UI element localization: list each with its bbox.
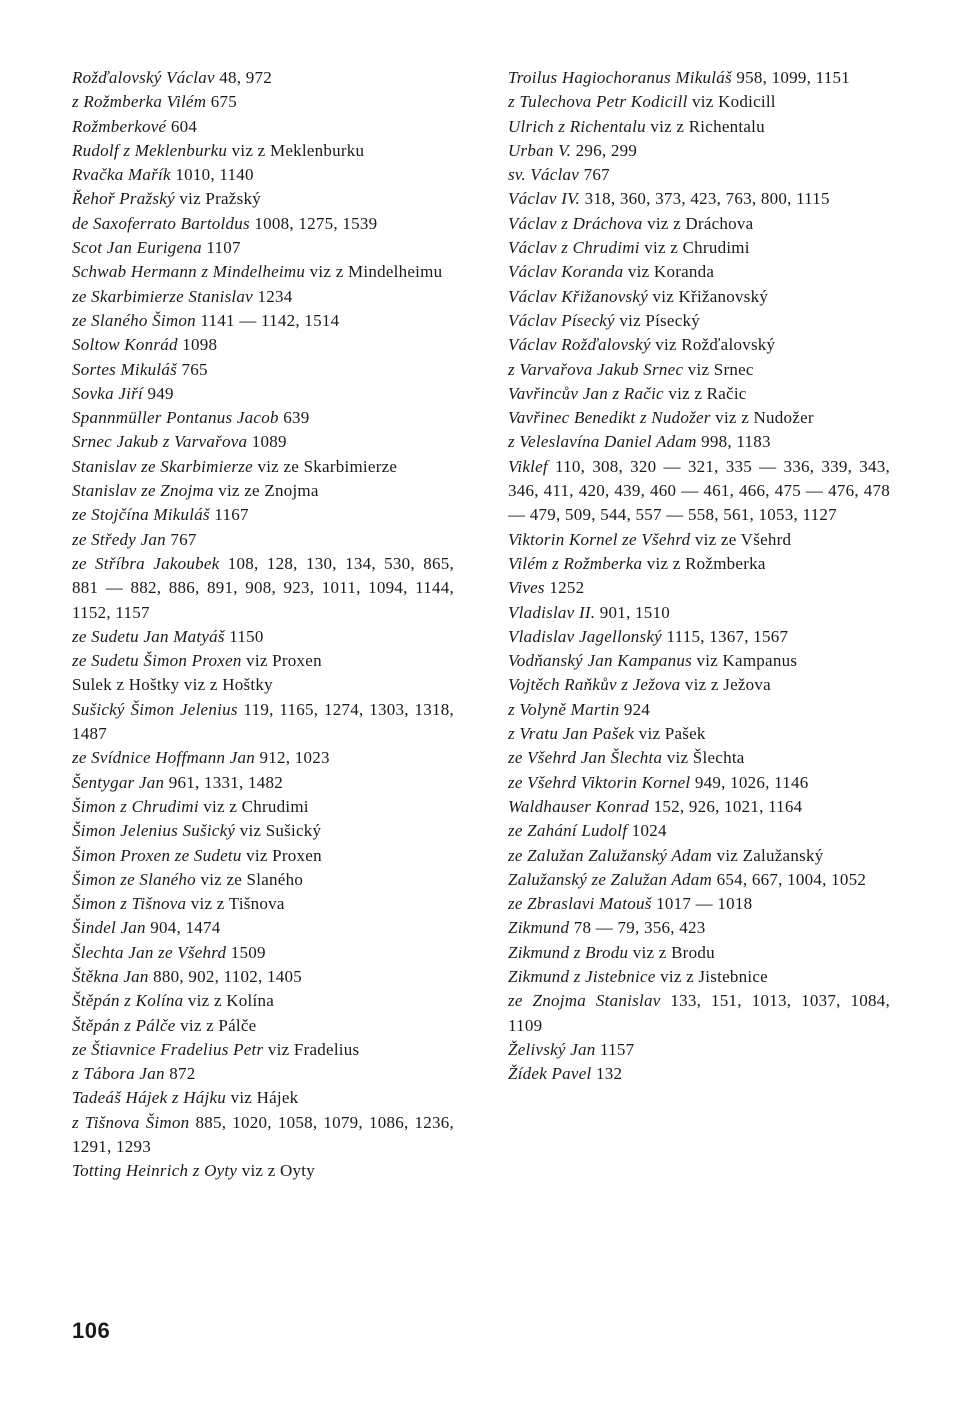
index-entry-name: Vojtěch Raňkův z Ježova bbox=[508, 675, 681, 695]
index-entry bbox=[508, 552, 890, 576]
index-entry-reference: viz Koranda bbox=[627, 262, 715, 282]
index-entry-name: ze Skarbimierze Stanislav bbox=[72, 286, 253, 306]
index-entry bbox=[72, 965, 454, 989]
index-entry bbox=[72, 479, 454, 503]
index-entry bbox=[72, 236, 454, 260]
index-entry-reference: 885, 1020, 1058, 1079, 1086, 1236, 1291, 1293 bbox=[72, 1112, 454, 1157]
index-entry-reference: 1150 bbox=[229, 626, 264, 646]
index-entry bbox=[72, 333, 454, 357]
index-entry-reference: 48, 972 bbox=[219, 68, 273, 87]
index-entry-name: Ulrich z Richentalu bbox=[508, 116, 646, 136]
index-entry bbox=[508, 989, 890, 1038]
index-column-left bbox=[72, 66, 454, 1184]
index-entry-reference: viz z Mindelheimu bbox=[309, 262, 443, 282]
index-entry-reference: 1107 bbox=[206, 238, 241, 258]
index-entry-name: Sortes Mikuláš bbox=[72, 359, 178, 379]
index-entry-name: Václav IV. bbox=[508, 189, 581, 209]
index-entry-name: Šimon z Tišnova bbox=[72, 894, 187, 914]
index-entry bbox=[508, 965, 890, 989]
index-entry bbox=[72, 649, 454, 673]
index-entry-name: ze Středy Jan bbox=[72, 529, 166, 549]
index-entry-name: ze Štiavnice Fradelius Petr bbox=[72, 1039, 264, 1059]
index-entry-reference: 1167 bbox=[214, 505, 249, 525]
index-entry bbox=[72, 1014, 454, 1038]
index-entry-name: Šimon Jelenius Sušický bbox=[72, 821, 236, 841]
index-entry-name: Václav Křižanovský bbox=[508, 286, 648, 306]
index-entry bbox=[72, 844, 454, 868]
index-entry-reference: 639 bbox=[283, 408, 310, 428]
index-entry-reference: viz z Chrudimi bbox=[644, 238, 750, 258]
index-entry bbox=[72, 90, 454, 114]
index-entry-name: ze Stojčína Mikuláš bbox=[72, 505, 210, 525]
index-entry-reference: 110, 308, 320 — 321, 335 — 336, 339, 343, 346, 411, 420, 439, 460 — 461, 466, 475 — 476, 478 — 479, 509, 544, 557 — 558, 561, 1053, 1127 bbox=[508, 456, 890, 525]
index-entry-reference: 767 bbox=[170, 529, 197, 549]
index-entry-name: z Vratu Jan Pašek bbox=[508, 724, 635, 744]
index-entry bbox=[508, 260, 890, 284]
index-entry-name: Václav Rožďalovský bbox=[508, 335, 651, 355]
index-entry bbox=[508, 333, 890, 357]
index-entry-name: Waldhauser Konrad bbox=[508, 796, 650, 816]
index-entry-name: sv. Václav bbox=[508, 165, 580, 185]
index-entry-reference: 1017 — 1018 bbox=[656, 894, 753, 914]
index-entry-name: Šimon ze Slaného bbox=[72, 869, 196, 889]
index-entry-name: Vladislav Jagellonský bbox=[508, 626, 662, 646]
index-entry-name: z Tišnova Šimon bbox=[72, 1112, 190, 1132]
index-entry-reference: 924 bbox=[623, 699, 651, 719]
index-entry bbox=[508, 844, 890, 868]
index-entry-reference: 958, 1099, 1151 bbox=[736, 68, 850, 87]
index-entry bbox=[508, 819, 890, 843]
index-entry-name: Srnec Jakub z Varvařova bbox=[72, 432, 248, 452]
index-entry bbox=[508, 892, 890, 916]
index-entry bbox=[508, 1038, 890, 1062]
index-entry bbox=[508, 382, 890, 406]
index-entry-name: Zikmund z Brodu bbox=[508, 942, 629, 962]
index-entry-reference: viz Kodicill bbox=[692, 92, 776, 112]
index-entry bbox=[72, 528, 454, 552]
index-entry bbox=[72, 989, 454, 1013]
index-entry-reference: viz z Račic bbox=[668, 383, 747, 403]
index-entry-reference: viz Rožďalovský bbox=[655, 335, 776, 355]
index-entry bbox=[508, 601, 890, 625]
index-entry-name: Václav Písecký bbox=[508, 310, 615, 330]
index-entry bbox=[72, 455, 454, 479]
index-entry-reference: 1509 bbox=[230, 942, 266, 962]
index-entry-reference: 961, 1331, 1482 bbox=[168, 772, 283, 792]
index-entry bbox=[72, 187, 454, 211]
page-number: 106 bbox=[72, 1318, 111, 1343]
index-entry bbox=[72, 163, 454, 187]
index-entry-name: Zalužanský ze Zalužan Adam bbox=[508, 869, 713, 889]
index-entry-reference: 1115, 1367, 1567 bbox=[666, 626, 789, 646]
index-entry bbox=[508, 406, 890, 430]
index-entry-reference: viz z Meklenburku bbox=[231, 140, 365, 160]
index-entry bbox=[72, 212, 454, 236]
index-entry-name: ze Slaného Šimon bbox=[72, 310, 196, 330]
index-entry-reference: 152, 926, 1021, 1164 bbox=[653, 796, 803, 816]
index-entry-reference: viz Proxen bbox=[246, 845, 322, 865]
index-entry-name: Stanislav ze Skarbimierze bbox=[72, 456, 253, 476]
index-entry-name: Štěkna Jan bbox=[72, 966, 149, 986]
index-entry bbox=[72, 771, 454, 795]
index-entry bbox=[72, 819, 454, 843]
index-entry bbox=[72, 503, 454, 527]
index-entry bbox=[508, 430, 890, 454]
index-entry bbox=[72, 406, 454, 430]
index-entry bbox=[72, 941, 454, 965]
index-entry-name: Vavřinec Benedikt z Nudožer bbox=[508, 408, 711, 428]
index-entry bbox=[508, 576, 890, 600]
index-entry-name: Václav Koranda bbox=[508, 262, 624, 282]
index-entry-name: ze Svídnice Hoffmann Jan bbox=[72, 748, 256, 768]
index-entry-reference: 1089 bbox=[251, 432, 287, 452]
index-entry-name: de Saxoferrato Bartoldus bbox=[72, 213, 250, 233]
index-entry-reference: viz Hájek bbox=[230, 1088, 299, 1108]
index-entry bbox=[508, 916, 890, 940]
index-entry-reference: 912, 1023 bbox=[259, 748, 330, 768]
index-entry-name: z Tulechova Petr Kodicill bbox=[508, 92, 688, 112]
index-entry-reference: viz z Ježova bbox=[684, 675, 771, 695]
index-entry-name: ze Zbraslavi Matouš bbox=[508, 894, 652, 914]
index-entry-reference: 1008, 1275, 1539 bbox=[254, 213, 378, 233]
index-entry-reference: viz Fradelius bbox=[267, 1039, 360, 1059]
index-entry-name: Vodňanský Jan Kampanus bbox=[508, 651, 692, 671]
index-entry bbox=[72, 868, 454, 892]
index-column-right bbox=[508, 66, 890, 1086]
index-entry-reference: viz Pražský bbox=[179, 189, 261, 209]
index-entry bbox=[72, 892, 454, 916]
index-entry-name: Soltow Konrád bbox=[72, 335, 178, 355]
index-entry bbox=[508, 649, 890, 673]
index-entry bbox=[72, 382, 454, 406]
index-entry bbox=[508, 139, 890, 163]
index-entry-name: Rožmberkové bbox=[72, 116, 167, 136]
index-entry-name: Totting Heinrich z Oyty bbox=[72, 1161, 238, 1181]
index-entry-reference: 1024 bbox=[631, 821, 667, 841]
index-entry-reference: 318, 360, 373, 423, 763, 800, 1115 bbox=[584, 189, 830, 209]
index-entry-reference: 78 — 79, 356, 423 bbox=[573, 918, 706, 938]
index-entry-reference: 1234 bbox=[257, 286, 293, 306]
index-entry-reference: 998, 1183 bbox=[701, 432, 771, 452]
index-entry bbox=[508, 625, 890, 649]
index-entry-name: z Veleslavína Daniel Adam bbox=[508, 432, 697, 452]
index-entry-reference: 901, 1510 bbox=[599, 602, 671, 622]
index-entry-reference: viz z Dráchova bbox=[647, 213, 754, 233]
index-entry-name: Sušický Šimon Jelenius bbox=[72, 699, 238, 719]
index-entry-reference: 133, 151, 1013, 1037, 1084, 1109 bbox=[508, 991, 891, 1035]
index-entry-name: ze Zalužan Zalužanský Adam bbox=[508, 845, 713, 865]
index-entry bbox=[72, 358, 454, 382]
index-entry-name: Rudolf z Meklenburku bbox=[72, 140, 228, 160]
index-entry bbox=[508, 90, 890, 114]
index-entry-name: ze Zahání Ludolf bbox=[508, 821, 628, 841]
index-entry-name: Vavřincův Jan z Račic bbox=[508, 383, 664, 403]
index-entry bbox=[508, 722, 890, 746]
index-entry-reference: 654, 667, 1004, 1052 bbox=[716, 869, 867, 889]
index-entry bbox=[72, 916, 454, 940]
index-entry bbox=[508, 66, 890, 90]
index-entry-name: ze Všehrd Jan Šlechta bbox=[508, 748, 663, 768]
index-entry-name: ze Znojma Stanislav bbox=[508, 991, 661, 1011]
index-entry-reference: 949, 1026, 1146 bbox=[694, 772, 809, 792]
index-entry bbox=[508, 358, 890, 382]
index-entry bbox=[508, 941, 890, 965]
index-entry-reference: viz z Tišnova bbox=[190, 894, 285, 914]
index-entry bbox=[508, 309, 890, 333]
index-entry-name: Tadeáš Hájek z Hájku bbox=[72, 1088, 227, 1108]
index-entry-name: z Rožmberka Vilém bbox=[72, 92, 207, 112]
index-entry-reference: viz Sušický bbox=[239, 821, 322, 841]
index-entry-reference: viz ze Znojma bbox=[218, 481, 319, 501]
index-entry-name: Vives bbox=[508, 578, 545, 598]
index-entry bbox=[508, 236, 890, 260]
index-entry bbox=[508, 795, 890, 819]
index-entry-reference: 904, 1474 bbox=[150, 918, 221, 938]
index-entry-reference: 872 bbox=[169, 1064, 196, 1084]
index-entry-reference: viz Pašek bbox=[638, 724, 706, 744]
index-entry-reference: viz z Nudožer bbox=[715, 408, 814, 428]
index-entry bbox=[72, 1086, 454, 1110]
index-entry-reference: viz z Chrudimi bbox=[203, 796, 309, 816]
index-entry-name: Řehoř Pražský bbox=[72, 189, 175, 209]
index-entry-reference: 108, 128, 130, 134, 530, 865, 881 — 882, 886, 891, 908, 923, 1011, 1094, 1144, 1152, 1157 bbox=[72, 553, 454, 622]
index-entry-reference: 949 bbox=[147, 383, 174, 403]
index-entry-reference: viz ze Skarbimierze bbox=[257, 456, 398, 476]
index-entry bbox=[508, 163, 890, 187]
index-entry-reference: viz Písecký bbox=[619, 310, 701, 330]
index-entry-name: Želivský Jan bbox=[508, 1039, 596, 1059]
index-entry-reference: viz Křižanovský bbox=[652, 286, 769, 306]
index-entry-name: Viklef bbox=[508, 456, 548, 476]
index-entry-reference: 675 bbox=[210, 92, 237, 112]
index-entry-reference: viz Šlechta bbox=[666, 748, 745, 768]
index-entry bbox=[72, 309, 454, 333]
index-entry-name: Rvačka Mařík bbox=[72, 165, 171, 185]
index-entry-name: ze Všehrd Viktorin Kornel bbox=[508, 772, 691, 792]
index-entry bbox=[508, 673, 890, 697]
index-entry bbox=[508, 455, 890, 528]
index-entry-reference: viz Kampanus bbox=[696, 651, 798, 671]
index-entry-reference: viz z Richentalu bbox=[650, 116, 765, 136]
index-entry bbox=[508, 771, 890, 795]
index-entry bbox=[72, 260, 454, 284]
index-entry bbox=[72, 1159, 454, 1183]
index-entry-reference: viz z Jistebnice bbox=[660, 966, 768, 986]
index-entry-name: Troilus Hagiochoranus Mikuláš bbox=[508, 68, 732, 87]
index-entry-reference: viz z Oyty bbox=[241, 1161, 316, 1181]
index-entry-name: z Tábora Jan bbox=[72, 1064, 165, 1084]
index-entry bbox=[72, 139, 454, 163]
index-entry-reference: 767 bbox=[583, 165, 610, 185]
index-entry-name: Václav z Dráchova bbox=[508, 213, 643, 233]
index-entry-reference: viz Srnec bbox=[687, 359, 754, 379]
index-entry-name: Vilém z Rožmberka bbox=[508, 553, 643, 573]
index-entry-name: Šentygar Jan bbox=[72, 772, 165, 792]
index-entry-name: Šindel Jan bbox=[72, 918, 146, 938]
index-entry-reference: viz z Pálče bbox=[180, 1015, 257, 1035]
index-entry bbox=[508, 698, 890, 722]
index-entry bbox=[72, 430, 454, 454]
index-entry-reference: 296, 299 bbox=[575, 140, 638, 160]
index-entry-name: Václav z Chrudimi bbox=[508, 238, 640, 258]
index-entry-name: Scot Jan Eurigena bbox=[72, 238, 202, 258]
index-entry bbox=[72, 795, 454, 819]
index-entry bbox=[508, 212, 890, 236]
index-entry-name: ze Stříbra Jakoubek bbox=[72, 553, 220, 573]
index-entry-name: Zikmund bbox=[508, 918, 570, 938]
index-entry-name: Spannmüller Pontanus Jacob bbox=[72, 408, 279, 428]
index-entry-name: Rožďalovský Václav bbox=[72, 68, 215, 87]
index-entry-name: Štěpán z Pálče bbox=[72, 1015, 176, 1035]
index-entry-name: Štěpán z Kolína bbox=[72, 991, 184, 1011]
index-entry-reference: 132 bbox=[595, 1064, 623, 1084]
index-entry bbox=[508, 115, 890, 139]
index-entry bbox=[508, 868, 890, 892]
index-entry-reference: 1157 bbox=[600, 1039, 635, 1059]
index-entry-name: Šlechta Jan ze Všehrd bbox=[72, 942, 227, 962]
index-entry-reference: 880, 902, 1102, 1405 bbox=[153, 966, 302, 986]
index-entry-name: Viktorin Kornel ze Všehrd bbox=[508, 529, 691, 549]
index-entry-name: Schwab Hermann z Mindelheimu bbox=[72, 262, 306, 282]
index-entry-name: Stanislav ze Znojma bbox=[72, 481, 214, 501]
index-entry-reference: viz Zalužanský bbox=[716, 845, 824, 865]
index-entry-reference: 119, 1165, 1274, 1303, 1318, 1487 bbox=[72, 699, 454, 744]
index-entry-reference: 765 bbox=[181, 359, 208, 379]
index-entry bbox=[508, 746, 890, 770]
index-entry-name: Šimon Proxen ze Sudetu bbox=[72, 845, 242, 865]
index-entry-reference: Sulek z Hoštky viz z Hoštky bbox=[72, 675, 273, 695]
index-entry-reference: viz ze Všehrd bbox=[694, 529, 792, 549]
index-entry-name: Vladislav II. bbox=[508, 602, 596, 622]
index-entry bbox=[508, 1062, 890, 1086]
index-entry bbox=[72, 698, 454, 747]
index-entry bbox=[72, 285, 454, 309]
index-entry bbox=[72, 66, 454, 90]
index-entry-name: ze Sudetu Jan Matyáš bbox=[72, 626, 225, 646]
index-entry bbox=[72, 625, 454, 649]
index-entry-reference: 604 bbox=[170, 116, 198, 136]
index-entry-name: z Volyně Martin bbox=[508, 699, 620, 719]
index-entry-reference: viz z Kolína bbox=[187, 991, 275, 1011]
index-entry bbox=[72, 1111, 454, 1160]
index-entry-name: Šimon z Chrudimi bbox=[72, 796, 199, 816]
index-entry-reference: viz z Rožmberka bbox=[646, 553, 766, 573]
index-entry-name: Sovka Jiří bbox=[72, 383, 143, 403]
index-entry-reference: viz z Brodu bbox=[632, 942, 715, 962]
index-entry-reference: viz ze Slaného bbox=[200, 869, 304, 889]
index-entry-reference: 1141 — 1142, 1514 bbox=[200, 310, 340, 330]
index-entry bbox=[72, 552, 454, 625]
index-entry-reference: viz Proxen bbox=[246, 651, 322, 671]
index-entry-name: Urban V. bbox=[508, 140, 572, 160]
index-entry bbox=[508, 528, 890, 552]
index-entry bbox=[72, 746, 454, 770]
index-entry-name: Žídek Pavel bbox=[508, 1064, 592, 1084]
index-entry bbox=[72, 1062, 454, 1086]
index-entry bbox=[72, 1038, 454, 1062]
index-entry-name: Zikmund z Jistebnice bbox=[508, 966, 656, 986]
index-entry-name: ze Sudetu Šimon Proxen bbox=[72, 651, 242, 671]
index-entry bbox=[508, 187, 890, 211]
index-entry-name: z Varvařova Jakub Srnec bbox=[508, 359, 684, 379]
index-entry bbox=[72, 673, 454, 697]
index-entry-reference: 1252 bbox=[549, 578, 585, 598]
index-entry-reference: 1098 bbox=[182, 335, 218, 355]
index-entry bbox=[72, 115, 454, 139]
index-entry bbox=[508, 285, 890, 309]
index-entry-reference: 1010, 1140 bbox=[175, 165, 254, 185]
